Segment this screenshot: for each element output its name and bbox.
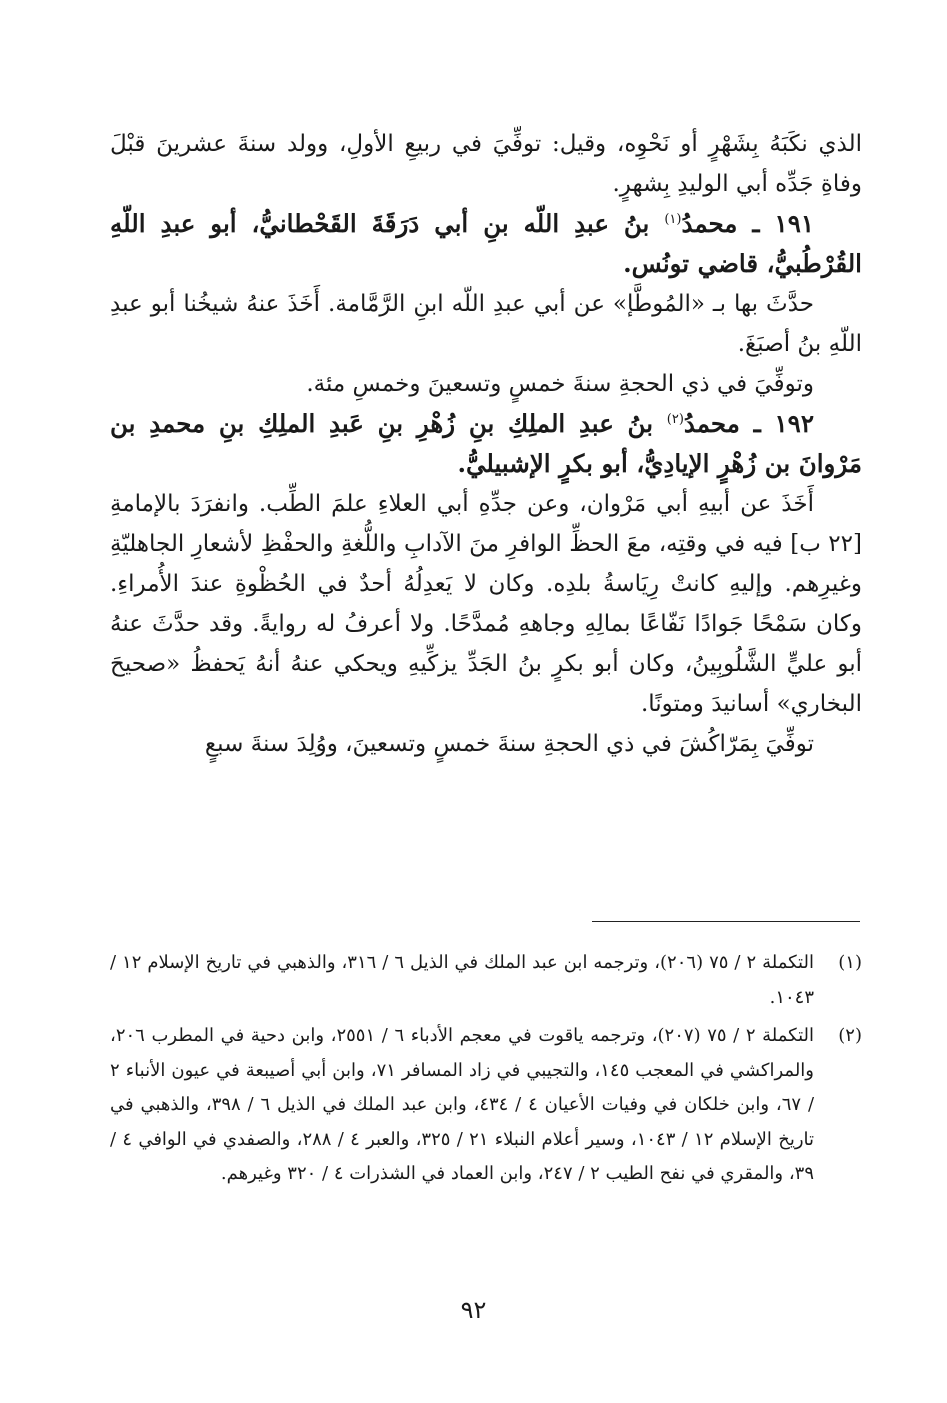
footnotes <box>110 946 862 1196</box>
footnote-1 <box>110 946 862 1015</box>
footnote-ref-1[interactable]: (١) <box>664 211 682 227</box>
entry-191-name: محمدُ <box>681 209 738 238</box>
footnote-2-number: (٢) <box>838 1025 862 1046</box>
footnote-separator <box>592 921 860 922</box>
page-number: ٩٢ <box>460 1296 487 1324</box>
entry-191-paragraph-1: حدَّثَ بها بـ «المُوطَّإ» عن أبي عبدِ اللّه ابنِ الرَّمَّامة. أَخَذَ عنهُ شيخُنا أبو عبدِ اللّهِ بنُ أصبَغَ. <box>110 291 862 357</box>
entry-192-paragraph-2: توفِّيَ بِمَرّاكُشَ في ذي الحجةِ سنةَ خمسٍ وتسعينَ، ووُلِدَ سنةَ سبعٍ <box>204 731 814 757</box>
entry-191-paragraph-2: وتوفِّيَ في ذي الحجةِ سنةَ خمسٍ وتسعينَ وخمسِ مئة. <box>306 371 814 397</box>
paragraph-continuation: الذي نكَبَهُ بِشَهْرٍ أو نَحْوِه، وقيل: توفِّيَ في ربيعِ الأولِ، وولد سنةَ عشرينَ قبْلَ وفاةِ جَدِّه أبي الوليدِ بِشهرٍ. <box>110 131 862 197</box>
footnote-ref-2[interactable]: (٢) <box>666 411 684 427</box>
entry-192-number: ١٩٢ ـ <box>753 409 814 438</box>
footnote-2 <box>110 1019 862 1192</box>
entry-191-lineage: بنُ عبدِ اللّه بنِ أبي دَرَقَةَ القَحْطانيُّ، أبو عبدِ اللّهِ القُرْطُبيُّ، قاضي تونُس. <box>110 209 862 278</box>
footnote-1-text: التكملة ٢ / ٧٥ (٢٠٦)، وترجمه ابن عبد الملك في الذيل ٦ / ٣١٦، والذهبي في تاريخ الإسلام ١٢ / ١٠٤٣. <box>110 952 814 1008</box>
entry-192-name: محمدُ <box>683 409 740 438</box>
entry-191-heading <box>110 204 862 284</box>
entry-192-heading <box>110 404 862 484</box>
entry-191-number: ١٩١ ـ <box>752 209 815 238</box>
footnote-2-text: التكملة ٢ / ٧٥ (٢٠٧)، وترجمه ياقوت في معجم الأدباء ٦ / ٢٥٥١، وابن دحية في المطرب ٢٠٦، والمراكشي في المعجب ١٤٥، والتجيبي في زاد المسافر ٧١، وابن أبي أصيبعة في عيون الأنباء ٢ / ٦٧، وابن خلكان في وفيات الأعيان ٤ / ٤٣٤، وابن عبد الملك في الذيل ٦ / ٣٩٨، والذهبي في تاريخ الإسلام ١٢ / ١٠٤٣، وسير أعلام النبلاء ٢١ / ٣٢٥، والعبر ٤ / ٢٨٨، والصفدي في الوافي ٤ / ٣٩، والمقري في نفح الطيب ٢ / ٢٤٧، وابن العماد في الشذرات ٤ / ٣٢٠ وغيرهم. <box>110 1025 815 1184</box>
entry-192-paragraph-1: أَخَذَ عن أبيهِ أبي مَرْوان، وعن جدِّهِ أبي العلاءِ علمَ الطِّب. وانفرَدَ بالإمامةِ [٢٢ ب] فيه في وقتِه، معَ الحظِّ الوافرِ منَ الآدابِ واللُّغةِ والحفْظِ لأشعارِ الجاهليّةِ وغيرِهم. وإليهِ كانتْ رِيَاسةُ بلدِه. وكان لا يَعدِلُهُ أحدٌ في الحُظْوةِ عندَ الأُمراءِ. وكان سَمْحًا جَوادًا نَفّاعًا بمالِهِ وجاههِ مُمدَّحًا. ولا أعرفُ له روايةً. وقد حدَّثَ عنهُ أبو عليٍّ الشَّلُوبِينُ، وكان أبو بكرٍ بنُ الجَدِّ يزكِّيهِ ويحكي عنهُ أنهُ يَحفظُ «صحيحَ البخاري» أسانيدَ ومتونًا. <box>110 491 862 717</box>
footnote-1-number: (١) <box>838 952 862 973</box>
entry-192-lineage: بنُ عبدِ الملِكِ بنِ زُهْرِ بنِ عَبدِ الملِكِ بنِ محمدِ بن مَرْوانَ بن زُهْرٍ الإيادِيُّ، أبو بكرٍ الإشبيليُّ. <box>110 409 862 478</box>
main-text <box>110 124 862 764</box>
